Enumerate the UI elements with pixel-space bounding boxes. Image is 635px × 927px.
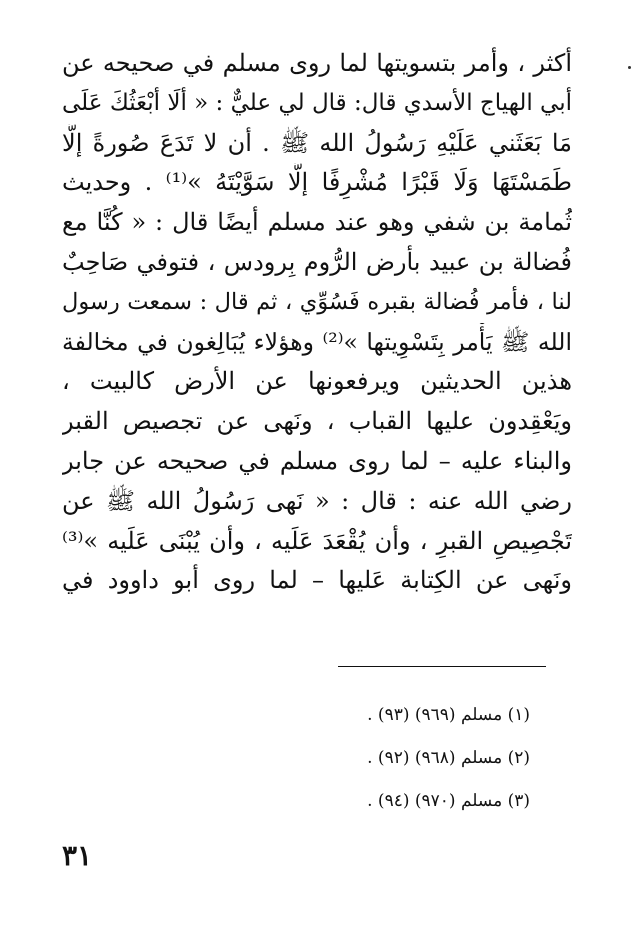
body-line: أبي الهياج الأسدي قال: قال لي عليٌّ : « ألَا أبْعَثُكَ عَلَى bbox=[62, 89, 572, 116]
body-line: الله ﷺ يَأْمر بِتَسْوِيتها »⁽²⁾ وهؤلاء يُبَالِغون في مخالفة bbox=[62, 327, 572, 356]
body-line: طَمَسْتَهَا وَلَا قَبْرًا مُشْرِفًا إلَّا سَوَّيْتَهُ »⁽¹⁾ . وحديث bbox=[62, 168, 572, 197]
body-line: رضي الله عنه : قال : « نَهى رَسُولُ الله ﷺ عن bbox=[62, 486, 572, 515]
body-line: ونَهى عن الكِتابة عَليها – لما روى أبو داوود في bbox=[62, 566, 572, 595]
footnote: (١) مسلم (٩٦٩) (٩٣) . bbox=[367, 705, 530, 725]
body-line: أكثر ، وأمر بتسويتها لما روى مسلم في صحيحه عن bbox=[62, 49, 572, 77]
body-line: ويَعْقِدون عليها القباب ، ونَهى عن تجصيص القبر bbox=[62, 407, 572, 436]
footnote: (٢) مسلم (٩٦٨) (٩٢) . bbox=[367, 748, 530, 768]
body-line: تَجْصِيصِ القبرِ ، وأن يُقْعَدَ عَلَيه ، وأن يُبْنَى عَلَيه »⁽³⁾ bbox=[62, 526, 572, 555]
body-line: هذين الحديثين ويرفعونها عن الأرض كالبيت ، bbox=[62, 367, 572, 396]
body-text bbox=[62, 44, 572, 601]
footnotes bbox=[300, 694, 530, 823]
body-line: والبناء عليه – لما روى مسلم في صحيحه عن جابر bbox=[62, 446, 572, 475]
margin-dot bbox=[628, 66, 631, 69]
page-number: ٣١ bbox=[62, 839, 93, 872]
body-line: لنا ، فأمر فُضالة بقبره فَسُوِّي ، ثم قال : سمعت رسول bbox=[62, 288, 572, 315]
footnote-separator bbox=[338, 666, 546, 667]
footnote: (٣) مسلم (٩٧٠) (٩٤) . bbox=[367, 791, 530, 811]
body-line: فُضالة بن عبيد بأرض الرُّوم بِرودس ، فتوفي صَاحِبٌ bbox=[62, 247, 572, 276]
body-line: مَا بَعَثَني عَلَيْهِ رَسُولُ الله ﷺ . أن لا تَدَعَ صُورةً إلَّا bbox=[62, 128, 572, 157]
body-line: ثُمامة بن شفي وهو عند مسلم أيضًا قال : « كُنَّا مع bbox=[62, 208, 572, 237]
